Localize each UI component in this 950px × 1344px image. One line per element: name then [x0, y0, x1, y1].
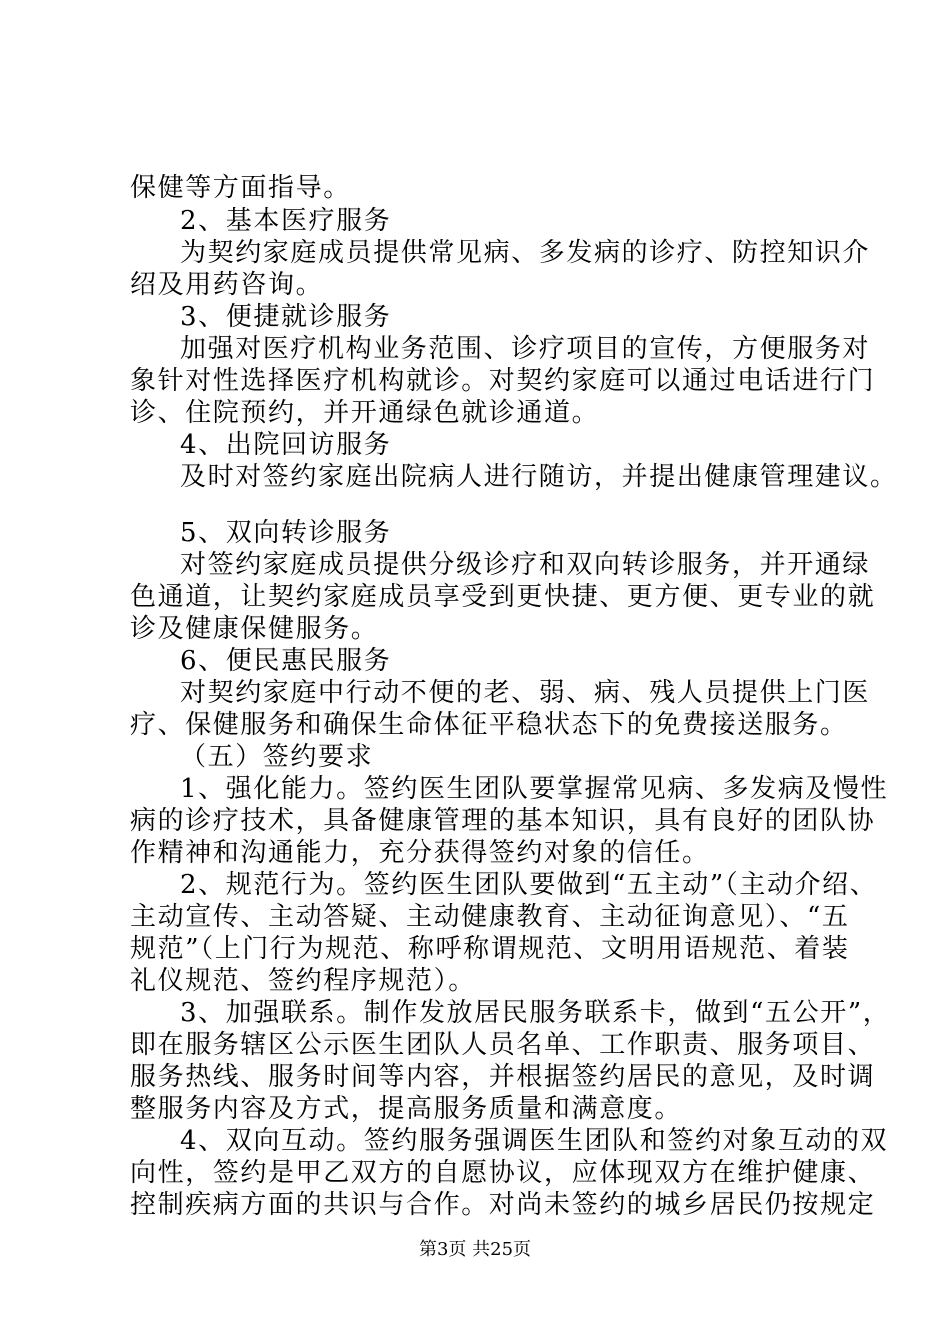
- text-line: 整服务内容及方式，提高服务质量和满意度。: [130, 1094, 683, 1124]
- text-line: 色通道，让契约家庭成员享受到更快捷、更方便、更专业的就: [130, 582, 876, 612]
- text-line: 对签约家庭成员提供分级诊疗和双向转诊服务，并开通绿: [180, 550, 871, 580]
- section-heading: 6、便民惠民服务: [180, 646, 392, 676]
- section-heading: （五）签约要求: [180, 742, 374, 772]
- text-line: 3、加强联系。制作发放居民服务联系卡，做到“五公开”，: [180, 998, 891, 1028]
- text-line: 即在服务辖区公示医生团队人员名单、工作职责、服务项目、: [130, 1030, 876, 1060]
- text-line: 作精神和沟通能力，充分获得签约对象的信任。: [130, 838, 710, 868]
- text-line: 疗、保健服务和确保生命体征平稳状态下的免费接送服务。: [130, 710, 848, 740]
- section-heading: 5、双向转诊服务: [180, 518, 392, 548]
- text-line: 2、规范行为。签约医生团队要做到“五主动”（主动介绍、: [180, 870, 878, 900]
- section-heading: 3、便捷就诊服务: [180, 302, 392, 332]
- text-line: 控制疾病方面的共识与合作。对尚未签约的城乡居民仍按规定: [130, 1190, 876, 1220]
- text-line: 及时对签约家庭出院病人进行随访，并提出健康管理建议。: [180, 462, 898, 492]
- text-line: 加强对医疗机构业务范围、诊疗项目的宣传，方便服务对: [180, 334, 871, 364]
- page-footer: 第3页 共25页: [418, 1239, 532, 1260]
- section-heading: 2、基本医疗服务: [180, 206, 392, 236]
- text-line: 保健等方面指导。: [130, 173, 351, 203]
- section-heading: 4、出院回访服务: [180, 430, 392, 460]
- text-line: 诊及健康保健服务。: [130, 614, 379, 644]
- text-line: 4、双向互动。签约服务强调医生团队和签约对象互动的双: [180, 1126, 889, 1156]
- text-line: 规范”（上门行为规范、称呼称谓规范、文明用语规范、着装: [130, 934, 850, 964]
- text-line: 象针对性选择医疗机构就诊。对契约家庭可以通过电话进行门: [130, 366, 876, 396]
- text-line: 对契约家庭中行动不便的老、弱、病、残人员提供上门医: [180, 678, 871, 708]
- text-line: 为契约家庭成员提供常见病、多发病的诊疗、防控知识介: [180, 238, 871, 268]
- text-line: 礼仪规范、签约程序规范）。: [130, 966, 476, 996]
- text-line: 向性，签约是甲乙双方的自愿协议，应体现双方在维护健康、: [130, 1158, 876, 1188]
- text-line: 1、强化能力。签约医生团队要掌握常见病、多发病及慢性: [180, 774, 889, 804]
- text-line: 服务热线、服务时间等内容，并根据签约居民的意见，及时调: [130, 1062, 876, 1092]
- text-line: 绍及用药咨询。: [130, 270, 324, 300]
- text-line: 病的诊疗技术，具备健康管理的基本知识，具有良好的团队协: [130, 806, 876, 836]
- text-line: 主动宣传、主动答疑、主动健康教育、主动征询意见）、“五: [130, 902, 850, 932]
- text-line: 诊、住院预约，并开通绿色就诊通道。: [130, 398, 600, 428]
